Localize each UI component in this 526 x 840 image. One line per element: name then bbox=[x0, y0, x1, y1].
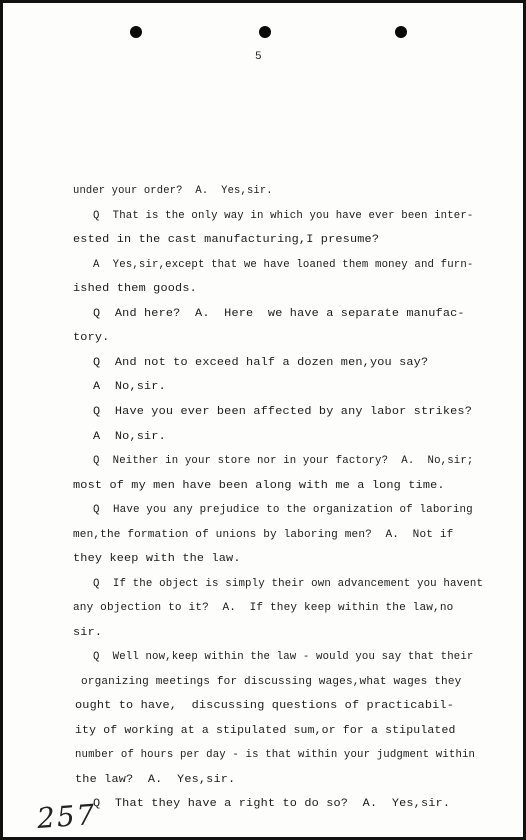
transcript-line: tory. bbox=[73, 332, 110, 344]
binder-hole bbox=[395, 26, 407, 38]
transcript-line: Q That is the only way in which you have ever been inter- bbox=[93, 210, 474, 222]
transcript-line: they keep with the law. bbox=[73, 553, 241, 565]
transcript-line: most of my men have been along with me a long time. bbox=[73, 480, 445, 492]
binder-hole bbox=[130, 26, 142, 38]
page-number: 5 bbox=[255, 51, 262, 63]
transcript-line: A No,sir. bbox=[93, 431, 166, 443]
transcript-line: any objection to it? A. If they keep within the law,no bbox=[73, 602, 454, 614]
transcript-line: Q Have you ever been affected by any labor strikes? bbox=[93, 406, 472, 418]
transcript-line: ity of working at a stipulated sum,or for a stipulated bbox=[75, 725, 456, 737]
transcript-line: Q Well now,keep within the law - would you say that their bbox=[93, 651, 474, 663]
transcript-line: number of hours per day - is that within your judgment within bbox=[75, 749, 476, 761]
transcript-line: ested in the cast manufacturing,I presume? bbox=[73, 234, 380, 246]
binder-hole bbox=[259, 26, 271, 38]
transcript-line: Q Have you any prejudice to the organization of laboring bbox=[93, 504, 473, 516]
transcript-line: A Yes,sir,except that we have loaned them money and furn- bbox=[93, 259, 474, 271]
transcript-line: Q And here? A. Here we have a separate manufac- bbox=[93, 308, 465, 320]
transcript-line: organizing meetings for discussing wages,what wages they bbox=[81, 676, 462, 688]
transcript-line: Q Neither in your store nor in your factory? A. No,sir; bbox=[93, 455, 474, 467]
transcript-line: men,the formation of unions by laboring men? A. Not if bbox=[73, 529, 454, 541]
transcript-line: Q If the object is simply their own advancement you havent bbox=[93, 578, 484, 590]
transcript-line: ought to have, discussing questions of practicabil- bbox=[75, 700, 454, 712]
transcript-line: sir. bbox=[73, 627, 103, 639]
transcript-line: Q And not to exceed half a dozen men,you say? bbox=[93, 357, 429, 369]
transcript-line: the law? A. Yes,sir. bbox=[75, 774, 236, 786]
transcript-line: under your order? A. Yes,sir. bbox=[73, 185, 273, 197]
transcript-line: Q That they have a right to do so? A. Yes,sir. bbox=[93, 798, 451, 810]
transcript-line: ished them goods. bbox=[73, 283, 197, 295]
transcript-line: A No,sir. bbox=[93, 381, 166, 393]
handwritten-folio-number: 257 bbox=[35, 797, 98, 836]
